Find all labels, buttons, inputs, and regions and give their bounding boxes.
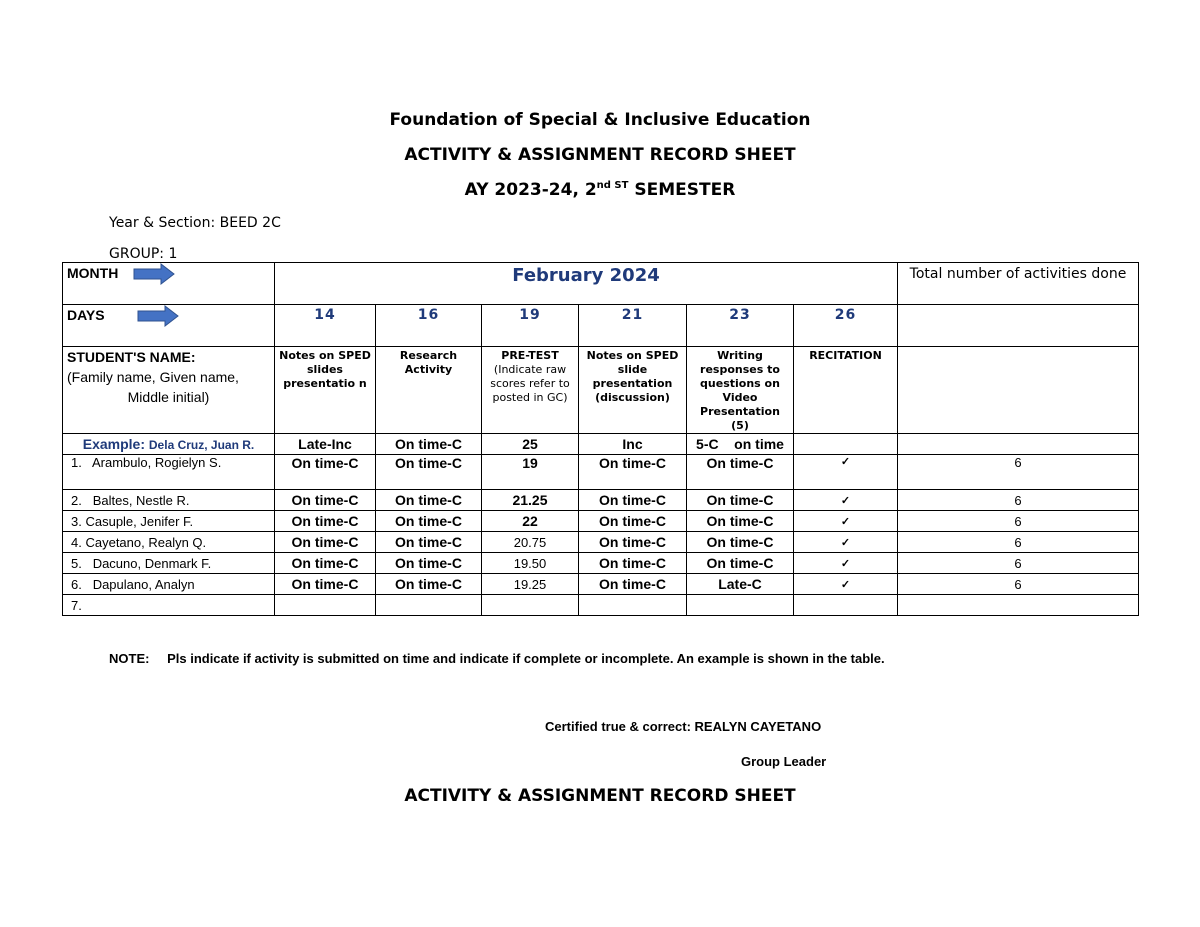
status-cell <box>376 595 482 616</box>
score-cell: 19 <box>482 455 579 490</box>
student-name <box>63 574 275 595</box>
score-cell: 22 <box>482 511 579 532</box>
student-name <box>63 511 275 532</box>
month-label: MONTH <box>67 265 119 281</box>
student-name <box>63 553 275 574</box>
student-name-text: Casuple, Jenifer F. <box>85 513 194 529</box>
activity-header: Research Activity <box>376 347 482 434</box>
status-cell: On time-C <box>275 455 376 490</box>
day-cell: 26 <box>794 305 898 347</box>
student-name-text: Cayetano, Realyn Q. <box>85 534 207 550</box>
day-cell: 21 <box>579 305 687 347</box>
day-cell: 23 <box>687 305 794 347</box>
status-cell <box>579 595 687 616</box>
row-number: 7. <box>71 597 82 613</box>
note <box>109 651 885 666</box>
status-cell <box>275 595 376 616</box>
example-cell: Inc <box>579 434 687 455</box>
activity-header-pretest <box>482 347 579 434</box>
student-name <box>63 490 275 511</box>
row-number: 2. <box>71 492 82 508</box>
student-name-format-2: Middle initial) <box>127 389 210 405</box>
total-cell: 6 <box>898 490 1139 511</box>
check-icon: ✓ <box>794 511 898 532</box>
student-name-label: STUDENT'S NAME: <box>67 349 196 365</box>
right-arrow-icon <box>133 263 175 285</box>
student-name-text: Dacuno, Denmark F. <box>92 555 212 571</box>
row-number: 6. <box>71 576 82 592</box>
status-cell: On time-C <box>687 532 794 553</box>
status-cell: On time-C <box>687 455 794 490</box>
example-cell: Late-Inc <box>275 434 376 455</box>
org-title: Foundation of Special & Inclusive Education <box>389 110 811 130</box>
year-section: Year & Section: BEED 2C <box>109 215 281 231</box>
activity-header: Notes on SPED slide presentation (discussion) <box>579 347 687 434</box>
empty-cell <box>898 347 1139 434</box>
ay-superscript: nd ST <box>596 180 629 191</box>
day-cell: 14 <box>275 305 376 347</box>
student-name <box>63 532 275 553</box>
check-icon: ✓ <box>794 532 898 553</box>
activity-header: RECITATION <box>794 347 898 434</box>
record-table <box>62 262 1139 616</box>
status-cell: On time-C <box>579 455 687 490</box>
score-cell: 21.25 <box>482 490 579 511</box>
status-cell: On time-C <box>687 511 794 532</box>
status-cell: On time-C <box>275 574 376 595</box>
example-cell: 25 <box>482 434 579 455</box>
group-number: GROUP: 1 <box>109 246 178 262</box>
footer-title: ACTIVITY & ASSIGNMENT RECORD SHEET <box>404 786 796 806</box>
group-leader-label: Group Leader <box>741 754 827 769</box>
example-cell: 5-C on time <box>687 434 794 455</box>
month-label-cell <box>63 263 275 305</box>
total-cell: 6 <box>898 511 1139 532</box>
status-cell <box>794 595 898 616</box>
student-name-text: Arambulo, Rogielyn S. <box>91 455 222 470</box>
status-cell: On time-C <box>376 553 482 574</box>
total-cell: 6 <box>898 455 1139 490</box>
certification: Certified true & correct: REALYN CAYETANO <box>545 719 822 734</box>
row-number: 1. <box>71 455 82 470</box>
student-name <box>63 455 275 490</box>
row-number: 4. <box>71 534 82 550</box>
status-cell <box>687 595 794 616</box>
status-cell: On time-C <box>687 553 794 574</box>
row-number: 3. <box>71 513 82 529</box>
score-cell: 20.75 <box>482 532 579 553</box>
status-cell: On time-C <box>687 490 794 511</box>
status-cell: Late-C <box>687 574 794 595</box>
example-row-name <box>63 434 275 455</box>
status-cell: On time-C <box>579 574 687 595</box>
student-name-text: Baltes, Nestle R. <box>92 492 190 508</box>
student-name-header <box>63 347 275 434</box>
status-cell: On time-C <box>376 490 482 511</box>
pretest-label: PRE-TEST <box>501 349 559 362</box>
month-value: February 2024 <box>275 263 898 305</box>
example-cell <box>794 434 898 455</box>
status-cell: On time-C <box>579 532 687 553</box>
day-cell: 19 <box>482 305 579 347</box>
example-label: Example: <box>82 436 145 452</box>
status-cell: On time-C <box>579 553 687 574</box>
check-icon: ✓ <box>794 553 898 574</box>
student-name-text: Dapulano, Analyn <box>92 576 195 592</box>
ay-suffix: SEMESTER <box>628 180 736 200</box>
check-icon: ✓ <box>794 490 898 511</box>
status-cell: On time-C <box>376 511 482 532</box>
empty-cell <box>898 305 1139 347</box>
status-cell: On time-C <box>275 490 376 511</box>
student-name <box>63 595 275 616</box>
score-cell <box>482 595 579 616</box>
check-icon: ✓ <box>794 574 898 595</box>
score-cell: 19.25 <box>482 574 579 595</box>
academic-year <box>0 180 1200 200</box>
row-number: 5. <box>71 555 82 571</box>
days-label-cell <box>63 305 275 347</box>
total-cell <box>898 595 1139 616</box>
empty-cell <box>898 434 1139 455</box>
activity-header: Writing responses to questions on Video Presentation (5) <box>687 347 794 434</box>
total-cell: 6 <box>898 553 1139 574</box>
sheet-title: ACTIVITY & ASSIGNMENT RECORD SHEET <box>404 145 796 165</box>
status-cell: On time-C <box>376 455 482 490</box>
total-activities-header: Total number of activities done <box>898 263 1139 305</box>
total-cell: 6 <box>898 574 1139 595</box>
day-cell: 16 <box>376 305 482 347</box>
status-cell: On time-C <box>579 490 687 511</box>
status-cell: On time-C <box>275 553 376 574</box>
status-cell: On time-C <box>275 532 376 553</box>
student-name-format-1: (Family name, Given name, <box>67 369 239 385</box>
score-cell: 19.50 <box>482 553 579 574</box>
ay-prefix: AY 2023-24, 2 <box>464 180 597 200</box>
note-lead: NOTE: <box>109 651 150 666</box>
activity-header: Notes on SPED slides presentatio n <box>275 347 376 434</box>
status-cell: On time-C <box>376 574 482 595</box>
example-name: Dela Cruz, Juan R. <box>148 438 255 452</box>
status-cell: On time-C <box>376 532 482 553</box>
status-cell: On time-C <box>275 511 376 532</box>
right-arrow-icon <box>137 305 179 327</box>
note-text: Pls indicate if activity is submitted on time and indicate if complete or incomplete. An example is shown in the table. <box>167 651 885 666</box>
total-cell: 6 <box>898 532 1139 553</box>
example-cell: On time-C <box>376 434 482 455</box>
days-label: DAYS <box>67 307 105 323</box>
pretest-note: (Indicate raw scores refer to posted in GC) <box>490 363 570 404</box>
status-cell: On time-C <box>579 511 687 532</box>
check-icon: ✓ <box>794 455 898 490</box>
